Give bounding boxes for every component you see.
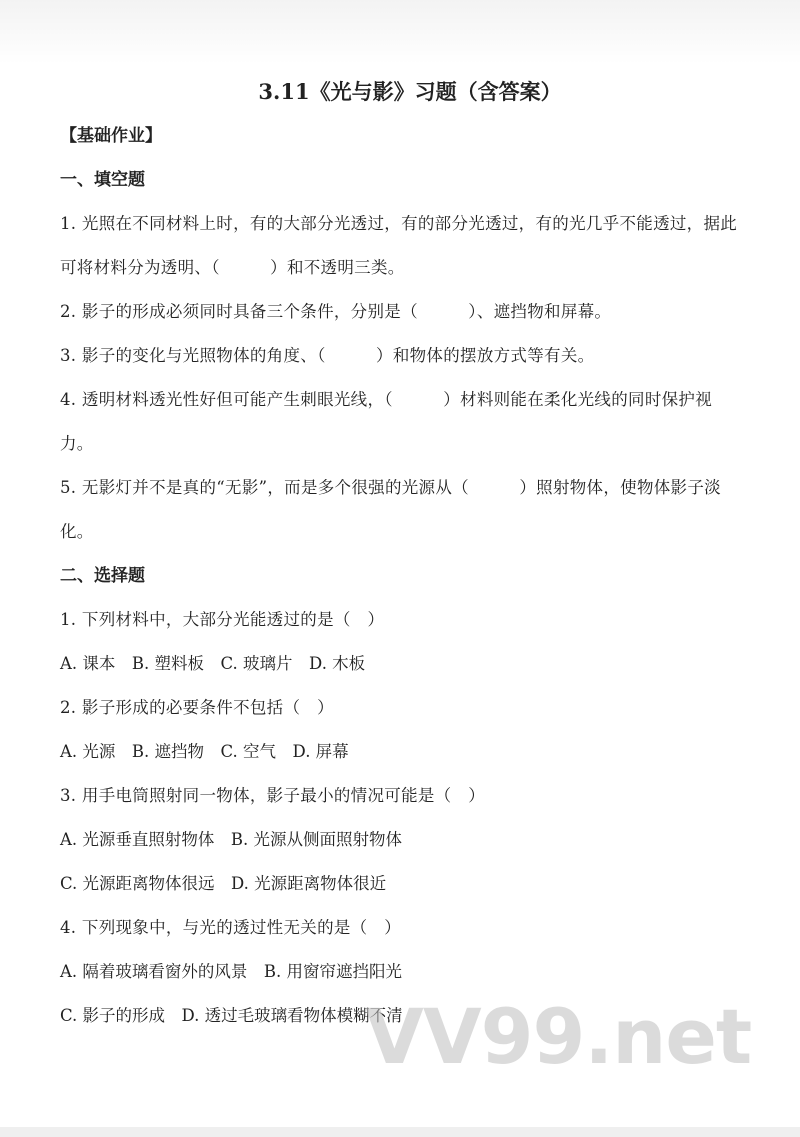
choice-q4-stem: 4. 下列现象中，与光的透过性无关的是（ ） [60,918,402,937]
document-page [60,70,740,1038]
fill-blank-item-1: 1. 光照在不同材料上时，有的大部分光透过，有的部分光透过，有的光几乎不能透过，据此可将材料分为透明、（ ）和不透明三类。 [60,214,738,277]
watermark: VV99.net [365,992,752,1081]
choice-q4-options-line1: A. 隔着玻璃看窗外的风景 B. 用窗帘遮挡阳光 [60,962,403,981]
choice-q2-options: A. 光源 B. 遮挡物 C. 空气 D. 屏幕 [60,742,349,761]
page-title: 3.11《光与影》习题（含答案） [258,79,562,104]
choice-q3-options-line1: A. 光源垂直照射物体 B. 光源从侧面照射物体 [60,830,403,849]
fill-blank-item-2: 2. 影子的形成必须同时具备三个条件，分别是（ ）、遮挡物和屏幕。 [60,302,612,321]
fill-blank-item-4: 4. 透明材料透光性好但可能产生刺眼光线，（ ）材料则能在柔化光线的同时保护视力。 [60,390,713,453]
section-basic-heading: 【基础作业】 [60,126,162,146]
choice-q1-stem: 1. 下列材料中，大部分光能透过的是（ ） [60,610,385,629]
page-top-shade [0,0,800,64]
choice-q1-options: A. 课本 B. 塑料板 C. 玻璃片 D. 木板 [60,654,366,673]
choice-q3-stem: 3. 用手电筒照射同一物体，影子最小的情况可能是（ ） [60,786,486,805]
page-bottom-edge [0,1127,800,1137]
choice-q4-options-line2: C. 影子的形成 D. 透过毛玻璃看物体模糊不清 [60,1006,403,1025]
choice-q2-stem: 2. 影子形成的必要条件不包括（ ） [60,698,334,717]
fill-blank-item-3: 3. 影子的变化与光照物体的角度、（ ）和物体的摆放方式等有关。 [60,346,595,365]
fill-blank-heading: 一、填空题 [60,170,145,190]
fill-blank-item-5: 5. 无影灯并不是真的“无影”，而是多个很强的光源从（ ）照射物体，使物体影子淡化。 [60,478,721,541]
choice-q3-options-line2: C. 光源距离物体很远 D. 光源距离物体很近 [60,874,387,893]
choice-heading: 二、选择题 [60,566,145,586]
